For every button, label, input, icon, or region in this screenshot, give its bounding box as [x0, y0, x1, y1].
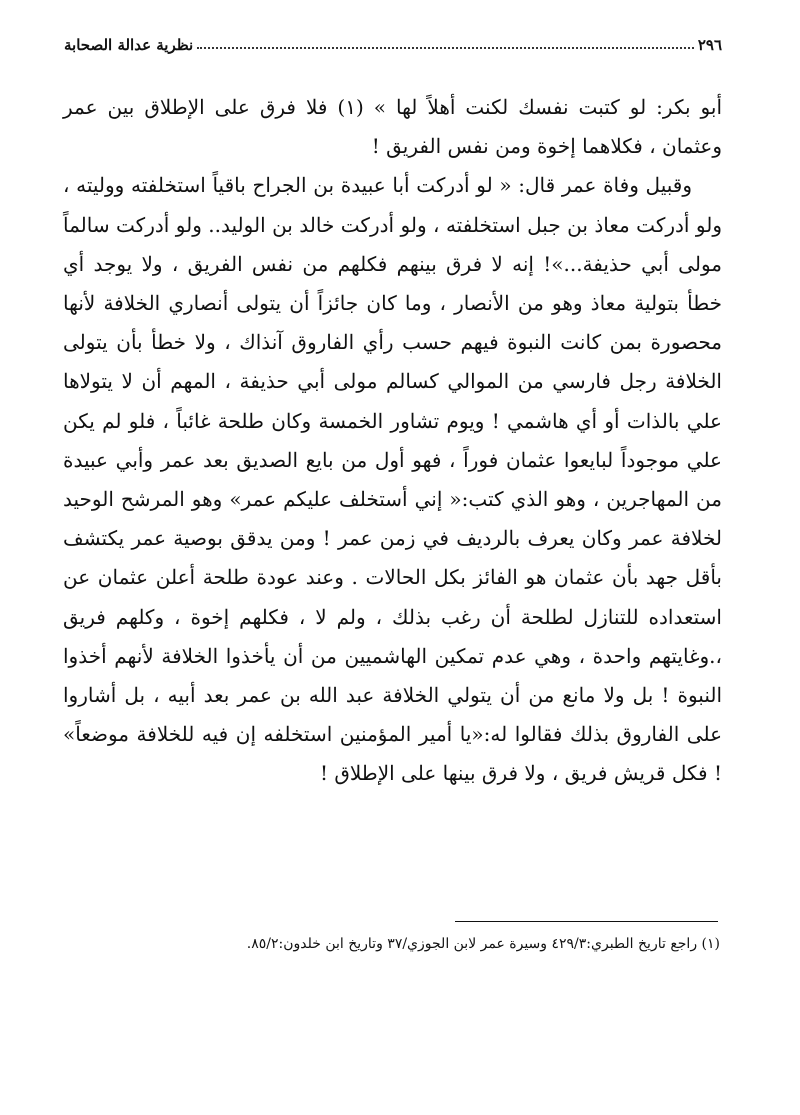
paragraph-1: أبو بكر: لو كتبت نفسك لكنت أهلاً لها » (١) فلا فرق على الإطلاق بين عمر وعثمان ، فكلاهما إخوة ومن نفس الفريق ! — [63, 95, 723, 159]
footnote: (١) راجع تاريخ الطبري:٤٢٩/٣ وسيرة عمر لابن الجوزي/٣٧ وتاريخ ابن خلدون:٨٥/٢. — [246, 936, 720, 952]
running-header — [64, 28, 722, 54]
paragraph-2: وقبيل وفاة عمر قال: « لو أدركت أبا عبيدة بن الجراح باقياً استخلفته ووليته ، ولو أدركت معاذ بن جبل استخلفته ، ولو أدركت خالد بن الوليد.. ولو أدركت سالماً مولى أبي حذيفة...»! إنه لا فرق بينهم فكلهم من نفس الفريق ، ولا يوجد أي خطأ بتولية معاذ وهو من الأنصار ، وما كان جائزاً أن يتولى أنصاري الخلافة لأنها محصورة بمن كانت النبوة فيهم حسب رأي الفاروق آنذاك ، ولا خطأ بأن يتولى الخلافة رجل فارسي من الموالي كسالم مولى أبي حذيفة ، المهم أن لا يتولاها علي بالذات أو أي هاشمي ! ويوم تشاور الخمسة وكان طلحة غائباً ، فلو لم يكن علي موجوداً لبايعوا عثمان فوراً ، فهو أول من بايع الصديق بعد عمر وأبي عبيدة من المهاجرين ، وهو الذي كتب:« إني أستخلف عليكم عمر» وهو المرشح الوحيد لخلافة عمر وكان يعرف بالرديف في زمن عمر ! ومن يدقق بوصية عمر يكتشف بأقل جهد بأن عثمان هو الفائز بكل الحالات . وعند عودة طلحة أعلن عثمان عن استعداده للتنازل لطلحة أن رغب بذلك ، ولم لا ، فكلهم إخوة ، وكلهم فريق ،.وغايتهم واحدة ، وهي عدم تمكين الهاشميين من أن يأخذوا الخلافة لأنهم أخذوا النبوة ! بل ولا مانع من أن يتولي الخلافة عبد الله بن عمر بعد أبيه ، بل أشاروا على الفاروق بذلك فقالوا له:«يا أمير المؤمنين استخلفه إن فيه للخلافة موضعاً» ! فكل قريش فريق ، ولا فرق بينها على الإطلاق ! — [63, 173, 722, 786]
footnote-separator — [455, 921, 718, 922]
header-dotted-leader — [197, 47, 694, 49]
page-number: ٢٩٦ — [697, 36, 722, 54]
running-title: نظرية عدالة الصحابة — [64, 36, 194, 54]
body-text — [63, 88, 722, 794]
